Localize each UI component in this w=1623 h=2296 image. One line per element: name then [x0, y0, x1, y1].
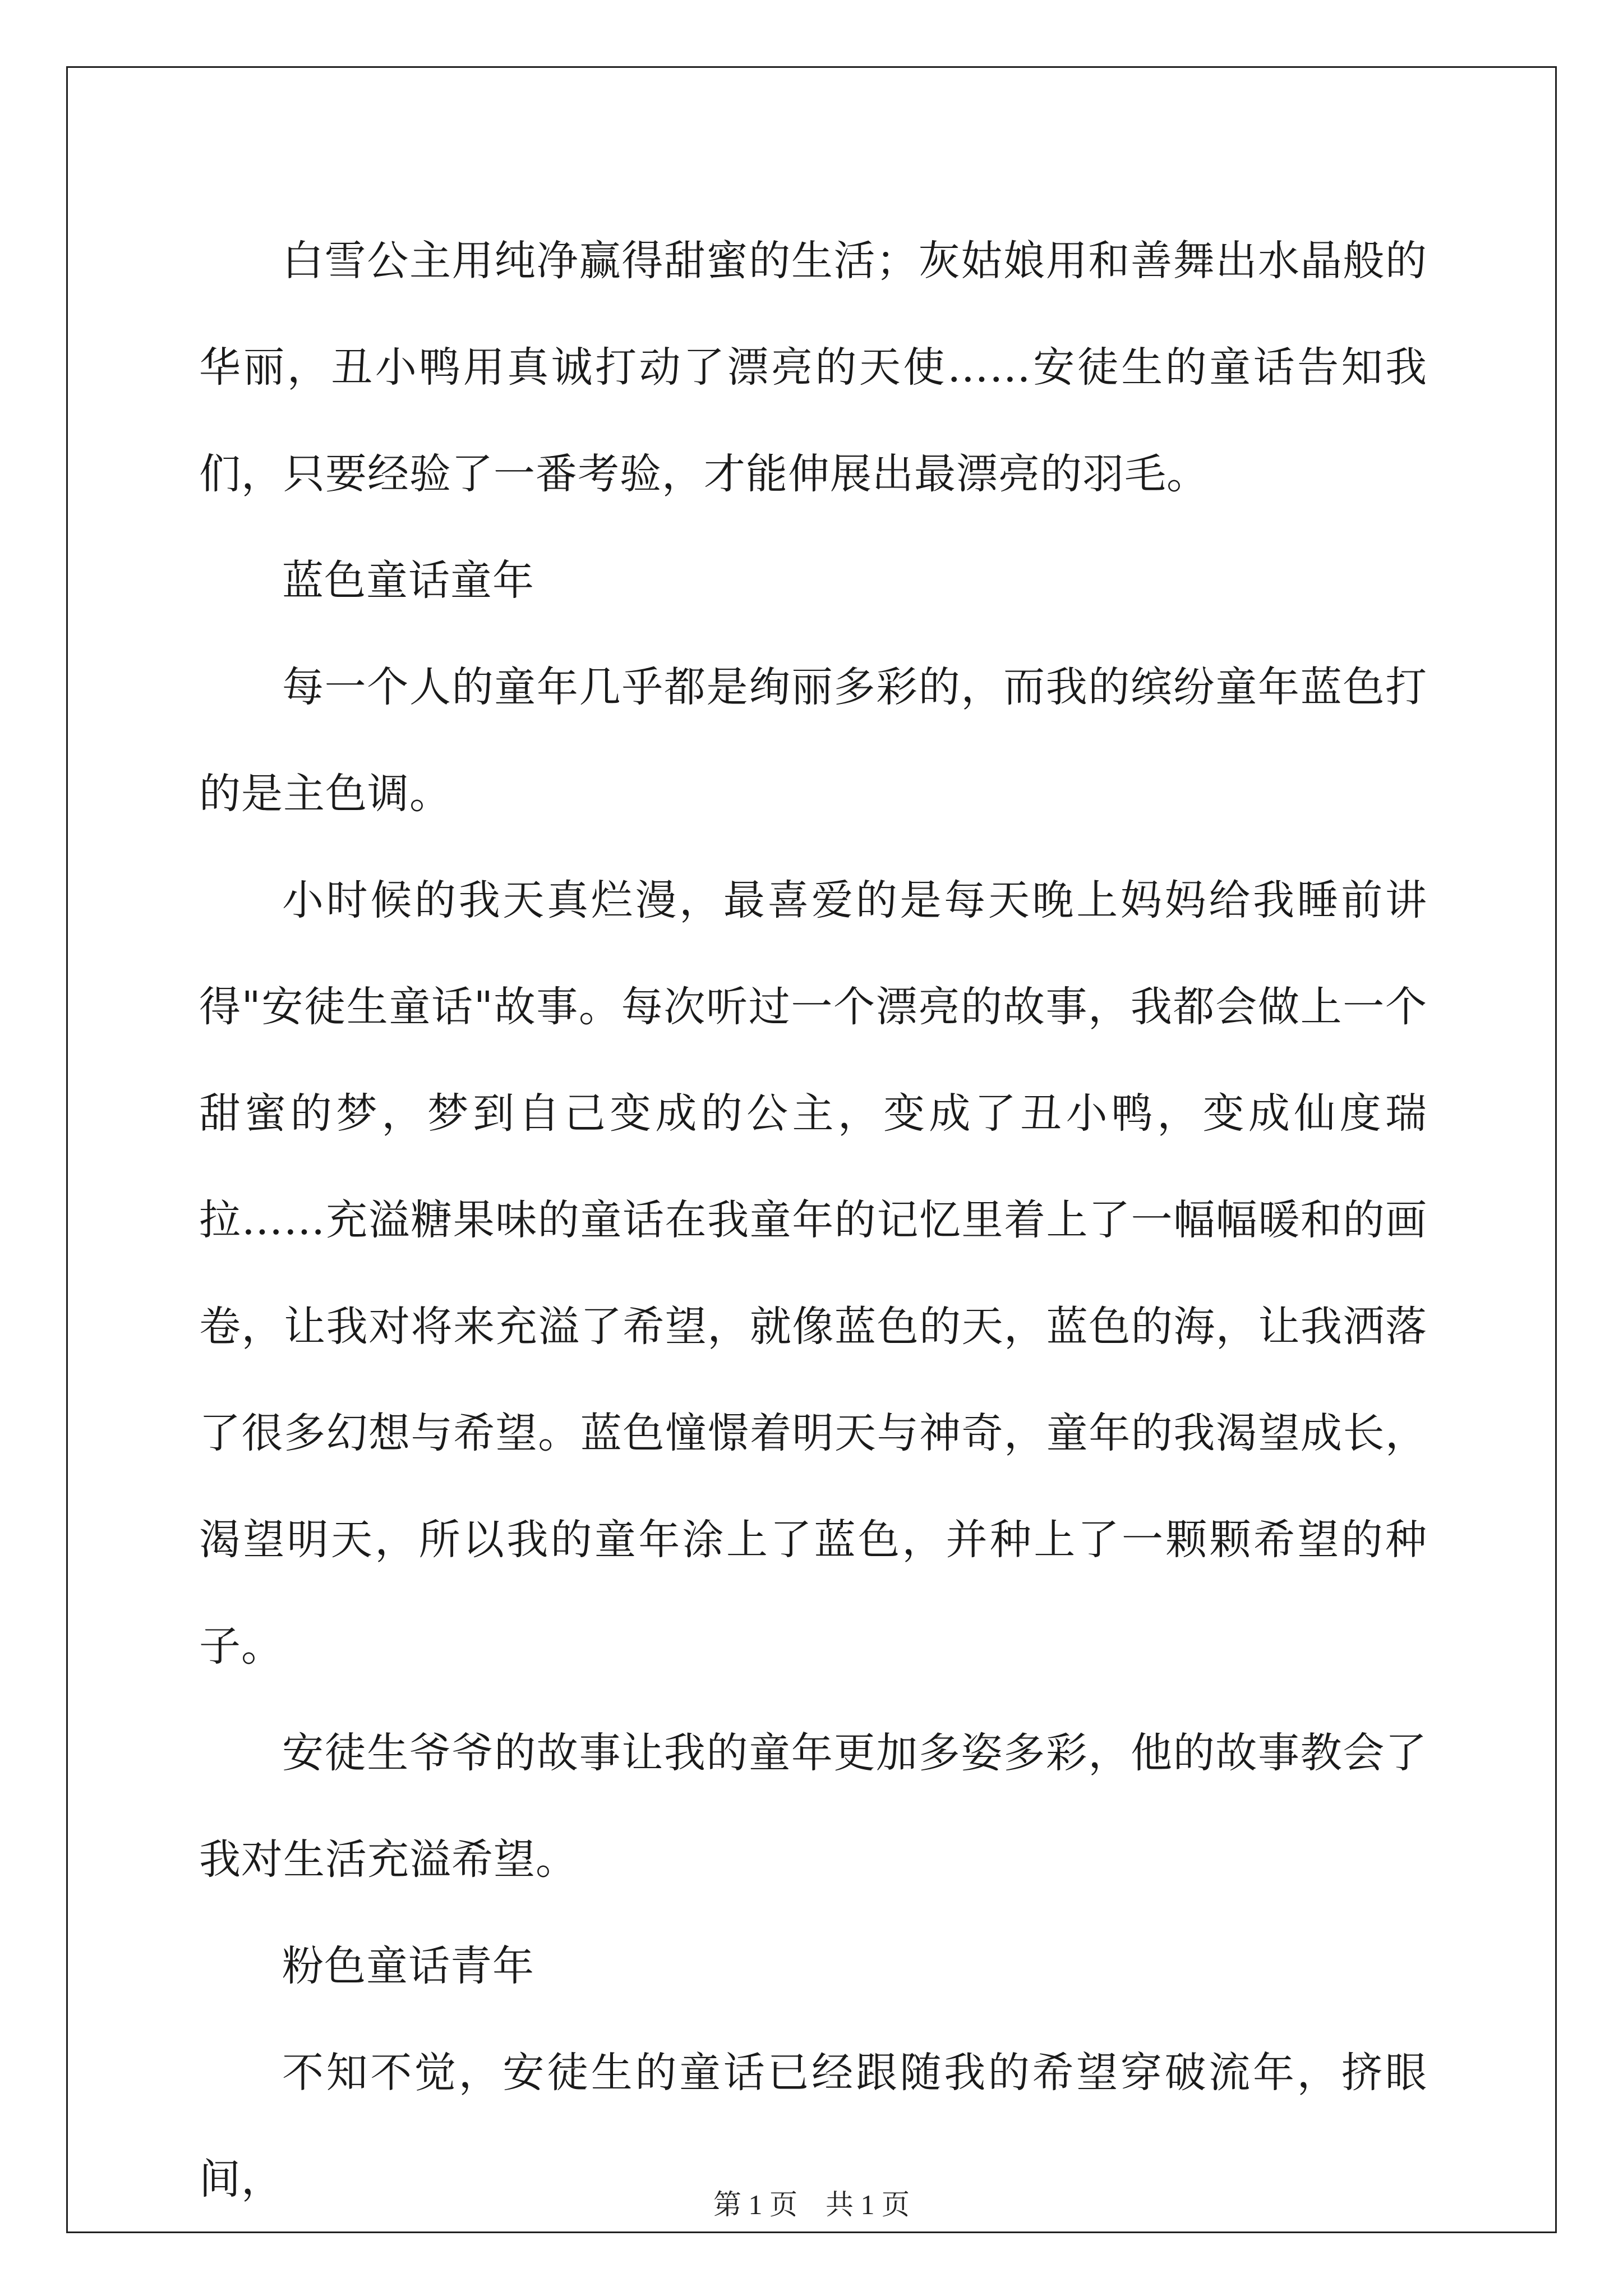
page-number-footer: 第 1 页 共 1 页 — [713, 2189, 910, 2220]
section-heading-pink: 粉色童话青年 — [282, 1942, 534, 1990]
paragraph-blue-2: 小时候的我天真烂漫，最喜爱的是每天晚上妈妈给我睡前讲得"安徒生童话"故事。每次听过一个漂亮的故事，我都会做上一个甜蜜的梦，梦到自己变成的公主，变成了丑小鸭，变成仙度瑞拉……充溢糖果味的童话在我童年的记忆里着上了一幅幅暖和的画卷，让我对将来充溢了希望，就像蓝色的天，蓝色的海，让我洒落了很多幻想与希望。蓝色憧憬着明天与神奇，童年的我渴望成长，渴望明天，所以我的童年涂上了蓝色，并种上了一颗颗希望的种子。 — [199, 876, 1427, 1671]
paragraph-blue-1: 每一个人的童年几乎都是绚丽多彩的，而我的缤纷童年蓝色打的是主色调。 — [199, 663, 1427, 818]
paragraph-intro: 白雪公主用纯净赢得甜蜜的生活；灰姑娘用和善舞出水晶般的华丽，丑小鸭用真诚打动了漂亮的天使……安徒生的童话告知我们，只要经验了一番考验，才能伸展出最漂亮的羽毛。 — [199, 237, 1427, 498]
paragraph-pink-1: 不知不觉，安徒生的童话已经跟随我的希望穿破流年，挤眼间， — [199, 2049, 1427, 2203]
section-heading-blue: 蓝色童话童年 — [282, 556, 534, 605]
document-body — [199, 208, 1427, 2233]
paragraph-blue-3: 安徒生爷爷的故事让我的童年更加多姿多彩，他的故事教会了我对生活充溢希望。 — [199, 1729, 1427, 1884]
